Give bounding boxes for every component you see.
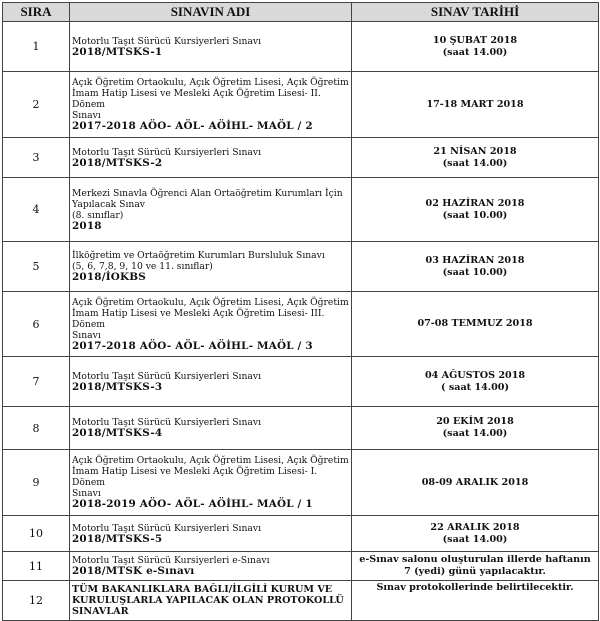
row-number: 12 [3, 581, 70, 621]
exam-description: Motorlu Taşıt Sürücü Kursiyerleri Sınavı [72, 146, 262, 158]
exam-date-cell [352, 407, 599, 450]
exam-time: (saat 14.00) [442, 46, 508, 58]
exam-date: 03 HAZİRAN 2018 [425, 254, 525, 266]
exam-date: 21 NİSAN 2018 [433, 145, 517, 157]
exam-code: 2018-2019 AÖO- AÖL- AÖİHL- MAÖL / 1 [72, 498, 313, 510]
header-exam-name: SINAVIN ADI [70, 3, 352, 22]
row-number: 8 [3, 407, 70, 450]
exam-time: ( saat 14.00) [440, 381, 510, 393]
exam-description: Açık Öğretim Ortaokulu, Açık Öğretim Lisesi, Açık Öğretim İmam Hatip Lisesi ve Mesleki Açık Öğretim Lisesi- I. Dönem Sınavı [72, 455, 349, 499]
exam-time: (saat 10.00) [442, 266, 508, 278]
table-row [3, 22, 599, 72]
exam-date: 02 HAZİRAN 2018 [425, 197, 525, 209]
exam-date-cell [352, 72, 599, 138]
row-number: 6 [3, 292, 70, 357]
exam-description: Merkezi Sınavla Öğrenci Alan Ortaöğretim Kurumları İçin Yapılacak Sınav (8. sınıflar) [72, 187, 343, 221]
exam-name-cell [70, 178, 352, 242]
exam-description: Motorlu Taşıt Sürücü Kursiyerleri Sınavı [72, 35, 262, 47]
exam-date-cell [352, 138, 599, 178]
row-number: 4 [3, 178, 70, 242]
exam-code: 2018 [72, 219, 102, 232]
exam-code: 2018/MTSKS-2 [72, 156, 163, 169]
exam-date-cell [352, 450, 599, 516]
table-row [3, 552, 599, 581]
exam-code: 2018/MTSKS-1 [72, 45, 163, 58]
exam-name-cell [70, 242, 352, 292]
exam-date: 04 AĞUSTOS 2018 [424, 369, 526, 381]
exam-name-cell [70, 407, 352, 450]
exam-schedule-table [2, 2, 599, 621]
exam-name-cell [70, 292, 352, 357]
exam-date-cell [352, 178, 599, 242]
exam-code: 2018/MTSKS-4 [72, 427, 163, 439]
row-number: 3 [3, 138, 70, 178]
table-row [3, 72, 599, 138]
row-number: 2 [3, 72, 70, 138]
table-row [3, 242, 599, 292]
exam-code: 2018/İOKBS [72, 271, 146, 283]
exam-date-cell [352, 552, 599, 581]
exam-date: 22 ARALIK 2018 [430, 521, 520, 533]
exam-date: 07-08 TEMMUZ 2018 [417, 318, 533, 329]
exam-name-cell [70, 138, 352, 178]
exam-date: 10 ŞUBAT 2018 [432, 34, 518, 46]
table-row [3, 357, 599, 407]
exam-time: (saat 14.00) [442, 428, 508, 439]
table-row [3, 407, 599, 450]
exam-name-cell [70, 516, 352, 552]
exam-code: 2017-2018 AÖO- AÖL- AÖİHL- MAÖL / 3 [72, 339, 313, 352]
row-number: 7 [3, 357, 70, 407]
exam-name-cell [70, 72, 352, 138]
table-row [3, 178, 599, 242]
exam-description: Açık Öğretim Ortaokulu, Açık Öğretim Lisesi, Açık Öğretim İmam Hatip Lisesi ve Mesleki Açık Öğretim Lisesi- II. Dönem Sınavı [72, 77, 349, 121]
exam-description: Motorlu Taşıt Sürücü Kursiyerleri Sınavı [72, 370, 262, 382]
exam-name-cell [70, 357, 352, 407]
table-row [3, 516, 599, 552]
exam-code: 2018/MTSK e-Sınavı [72, 565, 195, 577]
table-row [3, 292, 599, 357]
exam-name-cell [70, 450, 352, 516]
row-number: 9 [3, 450, 70, 516]
exam-date-cell [352, 357, 599, 407]
row-number: 11 [3, 552, 70, 581]
table-row [3, 450, 599, 516]
exam-description: Açık Öğretim Ortaokulu, Açık Öğretim Lisesi, Açık Öğretim İmam Hatip Lisesi ve Mesleki Açık Öğretim Lisesi- III. Dönem Sınavı [72, 296, 349, 341]
exam-time: (saat 14.00) [442, 533, 508, 545]
header-exam-date: SINAV TARİHİ [352, 3, 599, 22]
exam-code: 2018/MTSKS-3 [72, 380, 163, 393]
exam-description: İlköğretim ve Ortaöğretim Kurumları Bursluluk Sınavı (5, 6, 7,8, 9, 10 ve 11. sınıflar) [72, 250, 325, 272]
exam-name-cell [70, 22, 352, 72]
exam-date: 08-09 ARALIK 2018 [421, 476, 529, 488]
header-no: SIRA [3, 3, 70, 22]
exam-description: Motorlu Taşıt Sürücü Kursiyerleri Sınavı [72, 417, 262, 428]
exam-code: 2018/MTSKS-5 [72, 532, 163, 545]
header-row [3, 3, 599, 22]
exam-date-note: Sınav protokollerinde belirtilecektir. [376, 582, 574, 593]
exam-date-cell [352, 242, 599, 292]
exam-date-cell [352, 516, 599, 552]
exam-date-cell [352, 292, 599, 357]
row-number: 1 [3, 22, 70, 72]
row-number: 10 [3, 516, 70, 552]
exam-code: 2017-2018 AÖO- AÖL- AÖİHL- MAÖL / 2 [72, 120, 313, 132]
exam-time: (saat 10.00) [442, 209, 508, 221]
exam-time: (saat 14.00) [442, 157, 508, 169]
exam-date-cell [352, 22, 599, 72]
exam-description: TÜM BAKANLIKLARA BAĞLI/İLGİLİ KURUM VE KURULUŞLARLA YAPILACAK OLAN PROTOKOLLÜ SINAVLAR [72, 584, 344, 617]
exam-date: 17-18 MART 2018 [426, 98, 524, 110]
row-number: 5 [3, 242, 70, 292]
exam-description: Motorlu Taşıt Sürücü Kursiyerleri e-Sınavı [72, 555, 270, 566]
exam-date-note: e-Sınav salonu oluşturulan illerde haftanın 7 (yedi) günü yapılacaktır. [359, 554, 591, 577]
exam-name-cell [70, 552, 352, 581]
exam-date: 20 EKİM 2018 [436, 416, 514, 427]
exam-description: Motorlu Taşıt Sürücü Kursiyerleri Sınavı [72, 522, 262, 534]
table-row [3, 138, 599, 178]
